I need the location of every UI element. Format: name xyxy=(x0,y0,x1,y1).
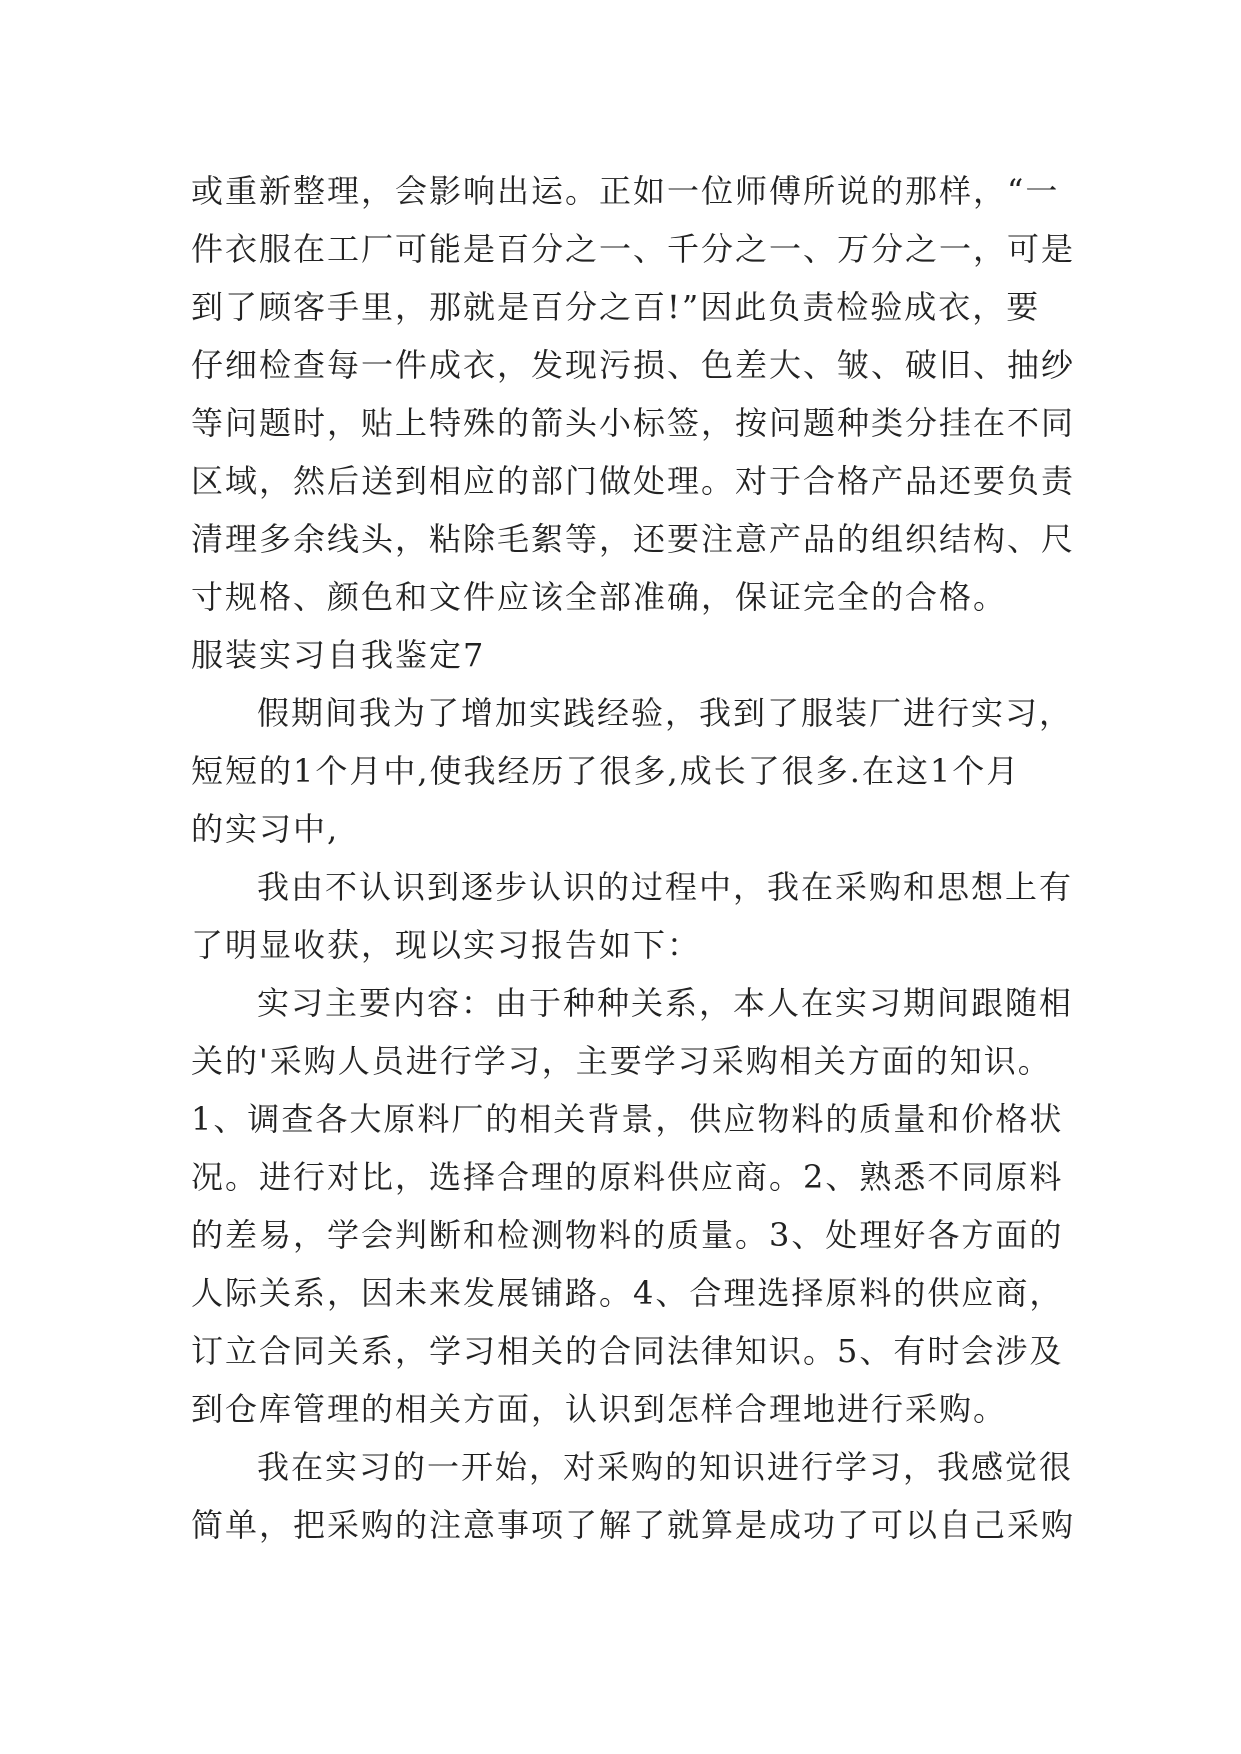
text-line: 假期间我为了增加实践经验，我到了服装厂进行实习， xyxy=(257,694,1074,732)
text-line: 件衣服在工厂可能是百分之一、千分之一、万分之一，可是 xyxy=(191,230,1076,268)
text-line: 仔细检查每一件成衣，发现污损、色差大、皱、破旧、抽纱 xyxy=(191,346,1076,384)
text-line: 区域，然后送到相应的部门做处理。对于合格产品还要负责 xyxy=(191,462,1076,500)
text-line: 的差易，学会判断和检测物料的质量。3、处理好各方面的 xyxy=(191,1216,1064,1254)
text-line: 实习主要内容：由于种种关系，本人在实习期间跟随相 xyxy=(257,984,1074,1022)
text-line: 到仓库管理的相关方面，认识到怎样合理地进行采购。 xyxy=(191,1390,1008,1428)
text-line: 到了顾客手里，那就是百分之百!”因此负责检验成衣，要 xyxy=(191,288,1041,326)
text-line: 清理多余线头，粘除毛絮等，还要注意产品的组织结构、尺 xyxy=(191,520,1076,558)
text-line: 的实习中, xyxy=(191,810,340,848)
text-line: 人际关系，因未来发展铺路。4、合理选择原料的供应商， xyxy=(191,1274,1064,1312)
text-line: 或重新整理，会影响出运。正如一位师傅所说的那样，“一 xyxy=(191,172,1060,210)
text-line: 我在实习的一开始，对采购的知识进行学习，我感觉很 xyxy=(257,1448,1074,1486)
text-line: 短短的1个月中,使我经历了很多,成长了很多.在这1个月 xyxy=(191,752,1021,790)
text-line: 寸规格、颜色和文件应该全部准确，保证完全的合格。 xyxy=(191,578,1008,616)
text-line: 了明显收获，现以实习报告如下： xyxy=(191,926,702,964)
text-line: 我由不认识到逐步认识的过程中，我在采购和思想上有 xyxy=(257,868,1074,906)
text-line: 关的'采购人员进行学习，主要学习采购相关方面的知识。 xyxy=(191,1042,1052,1080)
text-line: 订立合同关系，学习相关的合同法律知识。5、有时会涉及 xyxy=(191,1332,1064,1370)
text-line: 等问题时，贴上特殊的箭头小标签，按问题种类分挂在不同 xyxy=(191,404,1076,442)
document-body xyxy=(191,162,1076,1554)
text-line: 简单，把采购的注意事项了解了就算是成功了可以自己采购 xyxy=(191,1506,1076,1544)
text-line: 服装实习自我鉴定7 xyxy=(191,636,486,674)
text-line: 1、调查各大原料厂的相关背景，供应物料的质量和价格状 xyxy=(191,1100,1064,1138)
text-line: 况。进行对比，选择合理的原料供应商。2、熟悉不同原料 xyxy=(191,1158,1064,1196)
